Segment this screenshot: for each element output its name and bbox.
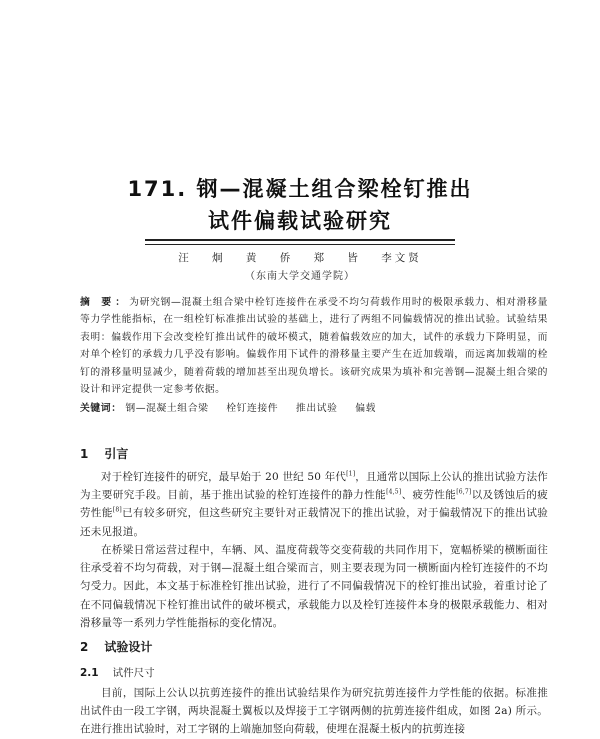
subsection-number: 2.1 (80, 667, 99, 679)
abstract (80, 294, 548, 398)
citation: [6,7] (456, 488, 472, 496)
keyword: 偏载 (355, 403, 377, 414)
paragraph-text: 已有较多研究，但这些研究主要针对正载情况下的推出试验，对于偏载情况下的推出试验还未见报道。 (80, 507, 548, 538)
section-title: 引言 (104, 447, 129, 461)
keyword: 栓钉连接件 (226, 403, 279, 414)
title-rule-thick (145, 239, 455, 241)
section-title: 试验设计 (104, 640, 153, 654)
paragraph-text: 、疲劳性能 (401, 489, 457, 502)
title-rule-thin (145, 244, 455, 245)
subsection-title: 试件尺寸 (112, 667, 155, 679)
paragraph (80, 468, 548, 541)
section-heading-test-design (80, 638, 152, 655)
subsection-heading (80, 665, 155, 680)
paper-title-line-1: 171. 钢—混凝土组合梁栓钉推出 (127, 177, 473, 201)
section-heading-introduction (80, 445, 128, 462)
author-name: 汪 炯 (178, 252, 226, 264)
abstract-text: 为研究钢—混凝土组合梁中栓钉连接件在承受不均匀荷载作用时的极限承载力、相对滑移量等力学性能指标，在一组栓钉标准推出试验的基础上，进行了两组不同偏载情况的推出试验。试验结果表明：偏载作用下会改变栓钉推出试件的破坏模式，随着偏载效应的加大，试件的承载力下降明显，而对单个栓钉的承载力几乎没有影响。偏载作用下试件的滑移量主要产生在近加载端，而远离加载端的栓钉的滑移量明显减少，随着荷载的增加甚至出现负增长。该研究成果为填补和完善钢—混凝土组合梁的设计和评定提供一定参考依据。 (80, 297, 549, 396)
section-number: 2 (80, 640, 89, 654)
paragraph-text: 对于栓钉连接件的研究，最早始于 20 世纪 50 年代 (101, 471, 347, 483)
section-number: 1 (80, 447, 89, 461)
citation: [8] (112, 506, 122, 514)
paragraph-text: ，且通常以国际上公认的推出试验方法作为主要研究手段。目前，基于推出试验的栓钉连接件的静力性能 (80, 471, 548, 502)
keyword: 推出试验 (295, 403, 338, 414)
author-list (0, 250, 600, 265)
paragraph-text: 以及锈蚀后的疲劳性能 (80, 489, 549, 520)
author-name: 李文贤 (381, 252, 422, 264)
citation: [1] (346, 470, 356, 478)
abstract-label: 摘 要： (80, 297, 130, 308)
citation: [4,5] (386, 488, 402, 496)
keywords-label: 关键词： (80, 403, 122, 414)
paper-title-line-2: 试件偏载试验研究 (208, 209, 392, 233)
author-affiliation: （东南大学交通学院） (245, 271, 355, 282)
author-name: 黄 侨 (245, 252, 294, 264)
keywords (80, 400, 548, 414)
paragraph: 在桥梁日常运营过程中，车辆、风、温度荷载等交变荷载的共同作用下，宽幅桥梁的横断面往往承受着不均匀荷载，对于钢—混凝土组合梁而言，则主要表现为同一横断面内栓钉连接件的不均匀受力。因此，本文基于标准栓钉推出试验，进行了不同偏载情况下的栓钉推出试验，着重讨论了在不同偏载情况下栓钉推出试件的破坏模式，承载能力以及栓钉连接件本身的极限承载能力、相对滑移量等一系列力学性能指标的变化情况。 (80, 544, 548, 629)
author-name: 郑 皆 (313, 252, 361, 264)
paragraph: 目前，国际上公认以抗剪连接件的推出试验结果作为研究抗剪连接件力学性能的依据。标准推出试件由一段工字钢，两块混凝土翼板以及焊接于工字钢两侧的抗剪连接件组成，如图 2a) 所示。在进行推出试验时，对工字钢的上端施加竖向荷载，使埋在混凝土板内的抗剪连接 (80, 687, 548, 736)
keyword: 钢—混凝土组合梁 (125, 403, 209, 414)
